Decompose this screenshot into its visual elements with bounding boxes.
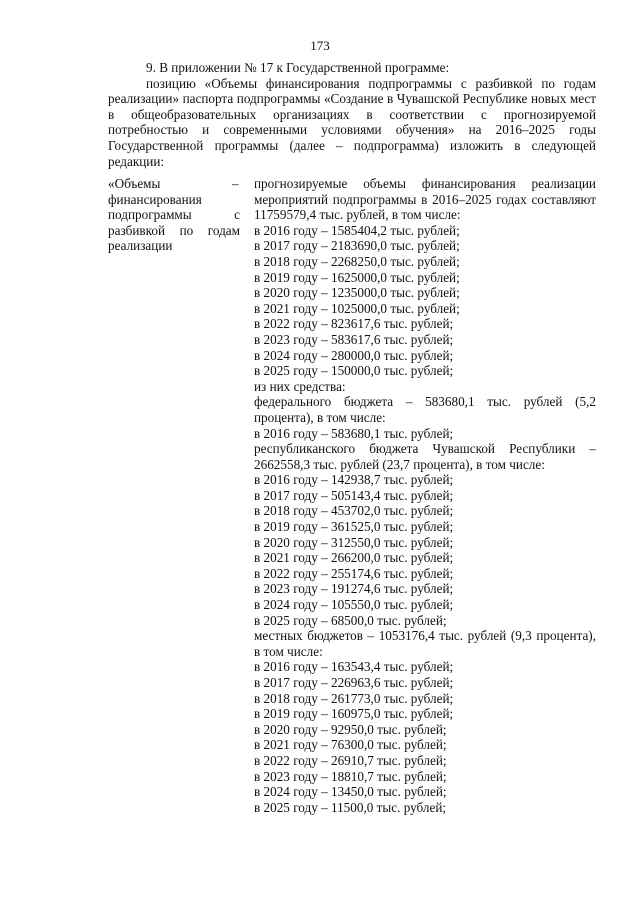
year-amount-line: в 2022 году – 255174,6 тыс. рублей; [254,565,454,581]
year-amount-line: в 2022 году – 26910,7 тыс. рублей; [254,752,447,768]
of-which-label: из них средства: [254,378,346,394]
year-amount-line: в 2016 году – 142938,7 тыс. рублей; [254,472,454,488]
year-amount-line: в 2020 году – 312550,0 тыс. рублей; [254,534,454,550]
year-amount-line: в 2019 году – 1625000,0 тыс. рублей; [254,269,460,285]
year-amount-line: в 2020 году – 92950,0 тыс. рублей; [254,721,447,737]
year-amount-line: в 2017 году – 505143,4 тыс. рублей; [254,487,454,503]
year-amount-line: в 2023 году – 583617,6 тыс. рублей; [254,331,454,347]
year-amount-line: в 2021 году – 266200,0 тыс. рублей; [254,550,454,566]
intro-section [108,60,596,169]
year-amount-line: в 2024 году – 105550,0 тыс. рублей; [254,597,454,613]
year-amount-line: в 2025 году – 11500,0 тыс. рублей; [254,799,447,815]
year-amount-line: в 2020 году – 1235000,0 тыс. рублей; [254,285,460,301]
position-label: «Объемы финансирования подпрограммы с разбивкой по годам реализации [108,176,240,254]
year-amount-line: в 2019 году – 160975,0 тыс. рублей; [254,706,454,722]
total-financing: прогнозируемые объемы финансирования реализации мероприятий подпрограммы в 2016–2025 годах составляют 11759579,4 тыс. рублей, в том числе: [254,176,596,223]
republic-budget: республиканского бюджета Чувашской Республики – 2662558,3 тыс. рублей (23,7 процента), в том числе: [254,441,596,472]
year-amount-line: в 2017 году – 2183690,0 тыс. рублей; [254,238,460,254]
year-amount-line: в 2017 году – 226963,6 тыс. рублей; [254,675,454,690]
year-amount-line: в 2016 году – 1585404,2 тыс. рублей; [254,222,460,238]
intro-paragraph: позицию «Объемы финансирования подпрограммы с разбивкой по годам реализации» паспорта подпрограммы «Создание в Чувашской Республике новых мест в общеобразовательных организациях в соответствии с прогнозируемой потребностью и современными условиями обучения» на 2016–2025 годы Государственной программы (далее – подпрограмма) изложить в следующей редакции: [108,75,596,169]
year-amount-line: в 2023 году – 18810,7 тыс. рублей; [254,768,447,784]
year-amount-line: в 2021 году – 76300,0 тыс. рублей; [254,737,447,753]
year-amount-line: в 2025 году – 68500,0 тыс. рублей; [254,612,447,628]
year-amount-line: в 2018 году – 261773,0 тыс. рублей; [254,690,454,706]
republic-years-list [254,472,596,628]
year-amount-line: в 2025 году – 150000,0 тыс. рублей; [254,363,454,379]
year-amount-line: в 2023 году – 191274,6 тыс. рублей; [254,581,454,597]
year-amount-line: в 2021 году – 1025000,0 тыс. рублей; [254,300,460,316]
year-amount-line: в 2016 году – 583680,1 тыс. рублей; [254,425,454,441]
local-budget: местных бюджетов – 1053176,4 тыс. рублей (9,3 процента), в том числе: [254,628,596,659]
financing-details [254,176,596,815]
year-amount-line: в 2024 году – 13450,0 тыс. рублей; [254,784,447,800]
year-amount-line: в 2019 году – 361525,0 тыс. рублей; [254,519,454,535]
page-number: 173 [310,38,330,53]
year-amount-line: в 2018 году – 453702,0 тыс. рублей; [254,503,454,519]
local-years-list [254,659,596,815]
column-dash: – [232,176,239,191]
total-years-list [254,223,596,379]
year-amount-line: в 2022 году – 823617,6 тыс. рублей; [254,316,454,332]
federal-years-list [254,426,596,442]
federal-budget: федерального бюджета – 583680,1 тыс. рублей (5,2 процента), в том числе: [254,394,596,425]
year-amount-line: в 2024 году – 280000,0 тыс. рублей; [254,347,454,363]
intro-heading: 9. В приложении № 17 к Государственной программе: [146,60,450,75]
year-amount-line: в 2018 году – 2268250,0 тыс. рублей; [254,253,460,269]
year-amount-line: в 2016 году – 163543,4 тыс. рублей; [254,659,454,675]
